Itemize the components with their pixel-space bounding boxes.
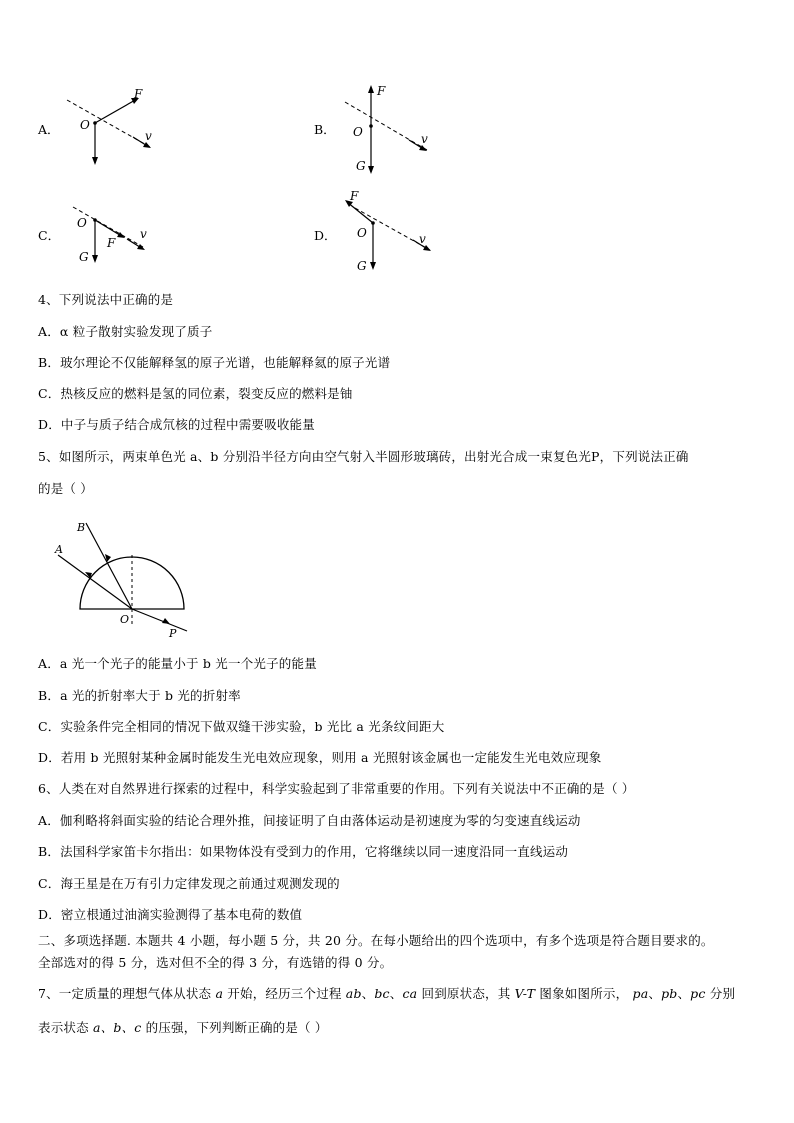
q6-option-b: B．法国科学家笛卡尔指出：如果物体没有受到力的作用，它将继续以同一速度沿同一直线运动 [38, 844, 569, 859]
gravity-arrow-head [370, 262, 376, 270]
label-f: F [134, 87, 143, 101]
point-o [93, 121, 97, 125]
label-o: O [120, 613, 130, 626]
option-c-label: C． [38, 228, 61, 243]
label-f: F [350, 190, 359, 203]
label-o: O [353, 125, 363, 139]
q4-option-d: D．中子与质子结合成氘核的过程中需要吸收能量 [38, 417, 315, 432]
q7-stem-line1: 7、一定质量的理想气体从状态 a 开始，经历三个过程 ab、bc、ca 回到原状态，其 V-T 图象如图所示， pa、pb、pc 分别 [38, 986, 736, 1001]
point-o [371, 221, 375, 225]
label-v: v [419, 232, 426, 246]
gravity-arrow-head [92, 255, 98, 263]
q4-option-c: C．热核反应的燃料是氢的同位素，裂变反应的燃料是铀 [38, 386, 353, 401]
q7-var-ab: ab [345, 986, 362, 1001]
label-a: A [55, 543, 63, 556]
q5-stem-line1: 5、如图所示，两束单色光 a、b 分别沿半径方向由空气射入半圆形玻璃砖，出射光合成一束复色光P，下列说法正确 [38, 449, 689, 464]
option-b-label: B． [314, 122, 336, 137]
q7-text: 的压强，下列判断正确的是（ ） [145, 1020, 328, 1035]
force-diagram-b [335, 82, 445, 174]
q7-stem-line2 [38, 1018, 328, 1036]
q5-option-d: D．若用 b 光照射某种金属时能发生光电效应现象，则用 a 光照射该金属也一定能发生光电效应现象 [38, 750, 602, 765]
label-v: v [421, 132, 428, 146]
force-diagram-d [335, 190, 445, 275]
q5-option-b: B．a 光的折射率大于 b 光的折射率 [38, 688, 241, 703]
q6-option-d: D．密立根通过油滴实验测得了基本电荷的数值 [38, 907, 303, 922]
q6-option-a: A．伽利略将斜面实验的结论合理外推，间接证明了自由落体运动是初速度为零的匀变速直线运动 [38, 813, 581, 828]
gravity-arrow-head [92, 157, 98, 165]
ray-p [132, 609, 187, 631]
q7-var-vt: V-T [514, 986, 536, 1001]
label-o: O [77, 216, 87, 230]
force-f-arrow [347, 202, 373, 223]
q7-var-pa: pa [632, 986, 649, 1001]
section2-heading-line2: 全部选对的得 5 分，选对但不全的得 3 分，有选错的得 0 分。 [38, 955, 393, 970]
gravity-arrow-head [368, 166, 374, 174]
label-f: F [377, 84, 386, 98]
q7-var-ca: ca [402, 986, 418, 1001]
force-diagram-a [55, 85, 165, 170]
q7-text: 分别 [709, 986, 736, 1001]
q7-sep: 、 [389, 986, 403, 1001]
q4-stem: 4、下列说法中正确的是 [38, 292, 174, 307]
force-diagram-c [65, 195, 165, 270]
force-f-arrow [95, 99, 137, 123]
force-f-arrow-head [368, 85, 374, 93]
label-o: O [357, 226, 367, 240]
q7-var-pb: pb [661, 986, 678, 1001]
label-v: v [140, 227, 147, 241]
q6-stem: 6、人类在对自然界进行探索的过程中，科学实验起到了非常重要的作用。下列有关说法中不正确的是（ ） [38, 781, 635, 796]
q7-text: 表示状态 [38, 1020, 89, 1035]
label-g: G [79, 250, 89, 264]
ray-a [58, 555, 132, 609]
q5-option-a: A．a 光一个光子的能量小于 b 光一个光子的能量 [38, 656, 317, 671]
q7-var-bc: bc [374, 986, 390, 1001]
q7-vars-abc: a、b、c [93, 1020, 142, 1035]
q7-text: 回到原状态，其 [421, 986, 511, 1001]
q5-stem-line2: 的是（ ） [38, 481, 93, 496]
q5-option-c: C．实验条件完全相同的情况下做双缝干涉实验，b 光比 a 光条纹间距大 [38, 719, 445, 734]
section2-heading-line1: 二、多项选择题. 本题共 4 小题，每小题 5 分，共 20 分。在每小题给出的四个选项中，有多个选项是符合题目要求的。 [38, 933, 714, 948]
q7-text: 图象如图所示， [539, 986, 629, 1001]
q7-text: 7、一定质量的理想气体从状态 [38, 986, 212, 1001]
option-a-label: A． [38, 122, 60, 137]
label-v: v [145, 129, 152, 143]
label-g: G [357, 259, 367, 273]
q7-var-a: a [215, 986, 224, 1001]
semicircle-glass-figure [45, 515, 195, 640]
label-p: P [169, 627, 177, 640]
ray-b [86, 523, 132, 609]
q4-option-a: A．α 粒子散射实验发现了质子 [38, 324, 213, 339]
q4-option-b: B．玻尔理论不仅能解释氢的原子光谱，也能解释氦的原子光谱 [38, 355, 391, 370]
label-f: F [107, 236, 116, 250]
point-o [369, 124, 373, 128]
label-o: O [80, 118, 90, 132]
point-o [93, 218, 97, 222]
label-g: G [356, 159, 366, 173]
q7-sep: 、 [361, 986, 375, 1001]
q7-var-pc: pc [690, 986, 706, 1001]
label-b: B [77, 521, 86, 534]
option-d-label: D． [314, 228, 337, 243]
q6-option-c: C．海王星是在万有引力定律发现之前通过观测发现的 [38, 876, 340, 891]
velocity-arrow-head [137, 244, 145, 250]
q7-text: 开始，经历三个过程 [227, 986, 342, 1001]
